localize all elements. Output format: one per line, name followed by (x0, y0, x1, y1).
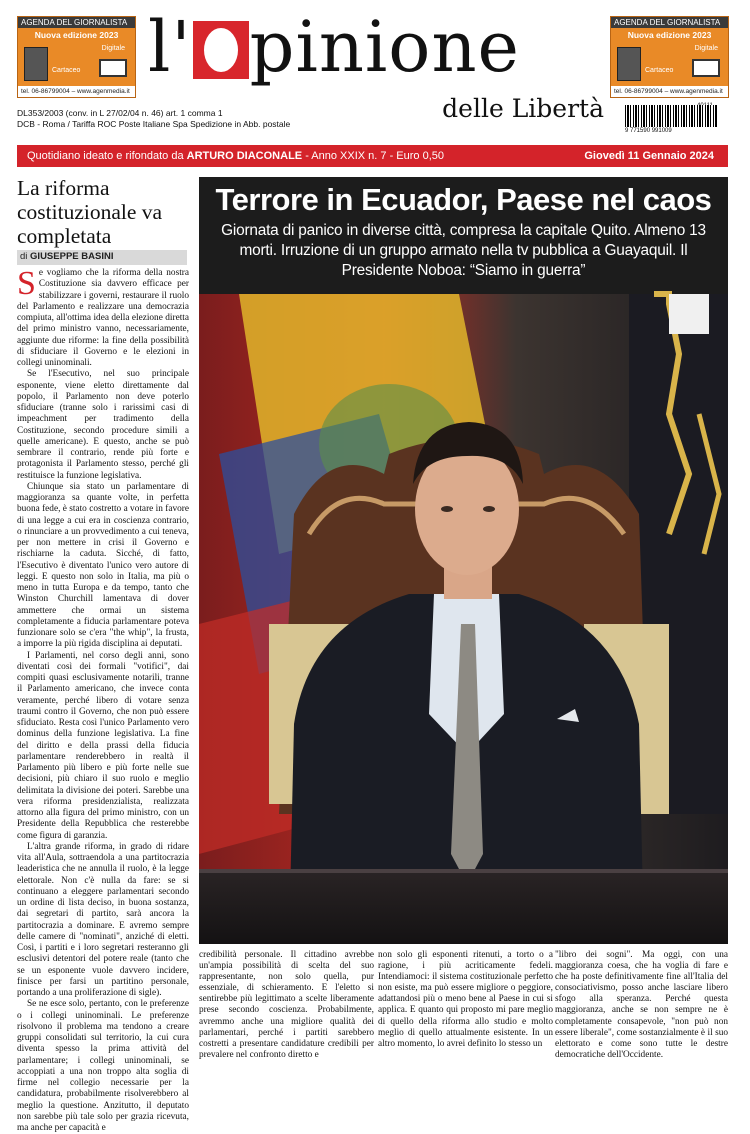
left-article-title[interactable]: La riforma costituzionale va completata (17, 176, 163, 248)
book-icon (617, 47, 641, 81)
info-bar (17, 145, 728, 167)
main-headline-box[interactable] (199, 177, 728, 294)
ad-header: AGENDA DEL GIORNALISTA (611, 17, 728, 28)
article-paragraph: Se l'Esecutivo, nel suo principale esponente, viene eletto direttamente dal popolo, il Parlamento non deve poterlo sfiduciare (tranne solo i rarissimi casi di impeachment per tradimento della Costituzione, secondo procedure simili a quelle americane). E questo, anche se può sembrare il contrario, rende più forte e protagonista il Parlamento stesso, perché gli restituisce la funzione legislativa. (17, 369, 189, 481)
founder-name: ARTURO DIACONALE (186, 150, 303, 162)
logo-prefix: l' (148, 6, 192, 88)
article-paragraph: Se ne esce solo, pertanto, con le preferenze o i collegi uninominali. Le preferenze risolvono il problema ma tendono a creare gruppi consolidati sul territorio, la cui cura diventa spesso la prima attività del parlamentare; i collegi uninominali, se accoppiati a una non troppo alta soglia di firme nel collegio necessarie per la candidatura, probabilmente risolverebbero al meglio la questione. Anzitutto, il deputato non sarebbe più tale solo per grazia ricevuta, ma anche per capacità e (17, 999, 189, 1133)
laptop-icon (692, 59, 720, 77)
logo-text: pinione (249, 6, 520, 88)
article-paragraph: non solo gli esponenti ritenuti, a torto o a ragione, i più acriticamente fedeli. Intendiamoci: il sistema costituzionale perfetto non esiste, ma può essere migliore o peggiore, adattandosi più o meno bene al Paese in cui si applica. E quanto qui proposto mi pare meglio di quello della riforma allo studio e molto meglio di quello attualmente esistente. In un altro momento, lo avrei definito lo stesso un (378, 950, 553, 1049)
registration-line: DL353/2003 (conv. in L 27/02/04 n. 46) art. 1 comma 1 (17, 108, 223, 118)
ad-contact: tel. 06-86799004 – www.agenmedia.it (611, 86, 728, 97)
main-subhead: Giornata di panico in diverse città, compresa la capitale Quito. Almeno 13 morti. Irruzione di un gruppo armato nella tv pubblica a Guayaquil. Il Presidente Noboa: “Siamo in guerra” (221, 222, 706, 279)
president-portrait-image (199, 294, 728, 944)
ad-edition: Nuova edizione 2023 (34, 30, 119, 40)
founder-prefix: Quotidiano ideato e rifondato da (27, 150, 184, 162)
registration-info (17, 108, 290, 130)
continuation-column (199, 950, 374, 1062)
ad-digital-label: Digitale (694, 45, 718, 52)
ad-edition: Nuova edizione 2023 (627, 30, 712, 40)
issue-details: - Anno XXIX n. 7 - Euro 0,50 (305, 150, 444, 162)
article-paragraph: I Parlamenti, nel corso degli anni, sono diventati così dei formali "votifici", dai compiti quasi esclusivamente notarili, tranne il Parlamento americano, che invece conta veramente, perché libero di votare senza traumi contro il Governo, che non può essere sfiduciato. Resta così l'unico Parlamento vero dominus della funzione legislativa. La fine del diritto e della prassi della fiducia parlamentare renderebbero in realtà il Parlamento più libero e più forte nelle sue decisioni, più chiaro il suo ruolo e meglio delimitata la divisione dei poteri. Sarebbe una vera riforma presidenzialista, realizzata attorno alla figura del primo ministro, con un Presidente della Repubblica che resterebbe come figura di garanzia. (17, 650, 189, 841)
barcode-number: 9 771590 991009 (625, 128, 672, 134)
ad-paper-label: Cartaceo (645, 67, 674, 74)
byline-author: GIUSEPPE BASINI (30, 251, 114, 262)
ad-agenda-left[interactable] (17, 16, 136, 98)
book-icon (24, 47, 48, 81)
article-paragraph: L'altra grande riforma, in grado di ridare vita all'Aula, sottraendola a una partitocrazia leaderistica che ne annulla il ruolo, è la legge elettorale. Non c'è nulla da fare: se si continuano a eleggere parlamentari secondo un ordine di lista deciso, in buona sostanza, dai segretari di partito, sarà ancora la partitocrazia a dominare. E avremo sempre delle camere di "nominati", anziché di eletti. Così, i partiti e i loro segretari resteranno gli esclusivi detentori del potere reale (tanto che se un esponente vuole davvero incidere, finisce per farsi un partitino personale, portando a una proliferazione di sigle). (17, 841, 189, 998)
dropcap: S (17, 265, 36, 302)
byline (20, 251, 113, 262)
main-photo[interactable] (199, 294, 728, 944)
article-paragraph: Chiunque sia stato un parlamentare di maggioranza sa quante volte, in perfetta buona fede, è stato costretto a votare in favore di una legge a cui era in coscienza contrario, o rinunciare a un provvedimento a cui teneva, per non mettere in crisi il Governo e rischiarne la caduta. Sicché, di fatto, l'Esecutivo è diventato l'unico vero autore di leggi. E questo non solo in Italia, ma più o meno in tutta Europa e da tempo, tanto che Winston Churchill lamentava di dover ammettere che ormai un sistema completamente a fiducia parlamentare poteva funzionare solo se c'era "the whip", la frusta, a imporre la più rigida disciplina ai deputati. (17, 481, 189, 650)
ad-paper-label: Cartaceo (52, 67, 81, 74)
ad-digital-label: Digitale (101, 45, 125, 52)
issue-date: Giovedì 11 Gennaio 2024 (584, 150, 714, 162)
article-paragraph (17, 265, 189, 369)
logo-subtitle: delle Libertà (442, 94, 604, 123)
barcode-icon (625, 105, 717, 127)
ad-header: AGENDA DEL GIORNALISTA (18, 17, 135, 28)
laptop-icon (99, 59, 127, 77)
main-headline: Terrore in Ecuador, Paese nel caos (215, 182, 712, 217)
byline-prefix: di (20, 251, 28, 262)
left-article-body (17, 265, 189, 1133)
logo-o-mark (193, 21, 249, 79)
continuation-column (378, 950, 553, 1062)
registration-line: DCB - Roma / Tariffa ROC Poste Italiane Spa Spedizione in Abb. postale (17, 119, 291, 129)
article-text: e vogliamo che la riforma della nostra Costituzione sia davvero efficace per stabilizzare i governi, restaurare il ruolo del Parlamento e realizzare una democrazia compiuta, all'ottima idea della elezione diretta del primo ministro vanno, necessariamente, aggiunte due riforme: la fine della possibilità di sfiduciare il Governo e le elezioni in collegi uninominali. (17, 268, 189, 368)
masthead-logo[interactable] (148, 6, 606, 123)
ad-agenda-right[interactable] (610, 16, 729, 98)
ad-contact: tel. 06-86799004 – www.agenmedia.it (18, 86, 135, 97)
continuation-column (555, 950, 728, 1062)
article-paragraph: credibilità personale. Il cittadino avrebbe un'ampia possibilità di scelta del suo rappresentante, non solo quella, pur essenziale, di schieramento. E l'eletto si sentirebbe più legittimato a scelte liberamente prese secondo coscienza. Probabilmente, avremmo anche una migliore qualità dei parlamentari, perché i partiti sarebbero costretti a presentare candidature credibili per prevalere nel confronto diretto e (199, 950, 374, 1060)
article-paragraph: "libro dei sogni". Ma oggi, con una maggioranza coesa, che ha voglia di fare e che ha poste definitivamente fine all'Italia del consociativismo, posso anche lasciare libero sfogo alla speranza. Perché questa maggioranza, anche se non sempre ne è completamente consapevole, "non può non essere liberale", come sostanzialmente è il suo elettorato e come sono tutte le destre democratiche dell'Occidente. (555, 950, 728, 1060)
